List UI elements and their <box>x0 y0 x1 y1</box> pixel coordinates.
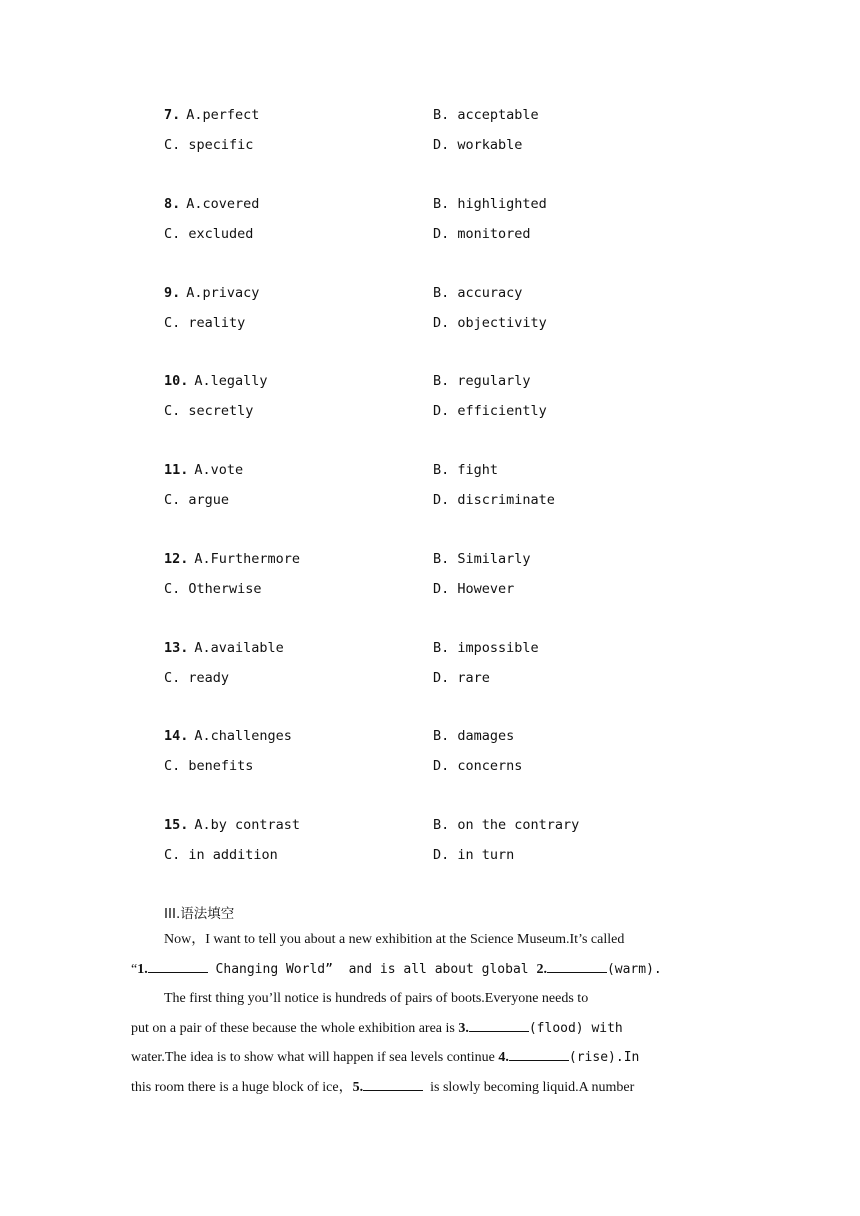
section-title: III.语法填空 <box>164 906 235 922</box>
option-b[interactable]: B. impossible <box>433 639 539 656</box>
question-item <box>0 727 860 787</box>
option-a-label: A.legally <box>194 373 268 390</box>
passage-line-1: Now，I want to tell you about a new exhibition at the Science Museum.It’s called <box>164 932 625 947</box>
option-a-label: A.covered <box>186 195 260 212</box>
question-number: 9. <box>164 284 181 301</box>
blank-number-4: 4. <box>498 1050 509 1065</box>
passage-line-2: “1. Changing World” and is all about global 2. (warm). <box>131 955 731 985</box>
option-a[interactable] <box>164 461 243 479</box>
option-c[interactable]: C. in addition <box>164 847 278 863</box>
question-number: 11. <box>164 462 189 478</box>
blank-4[interactable] <box>509 1044 569 1061</box>
option-a-label: A.available <box>194 639 284 656</box>
option-d[interactable]: D. objectivity <box>433 314 547 331</box>
blank-1[interactable] <box>148 956 208 973</box>
option-a[interactable] <box>164 639 284 657</box>
option-a[interactable] <box>164 195 259 213</box>
question-item <box>0 106 860 166</box>
option-a-label: A.challenges <box>194 728 292 745</box>
option-a-label: A.privacy <box>186 284 260 301</box>
question-number: 13. <box>164 639 189 656</box>
option-d[interactable]: D. discriminate <box>433 492 555 508</box>
passage-line-4: put on a pair of these because the whole exhibition area is 3. (flood) with <box>131 1014 731 1044</box>
blank-3[interactable] <box>469 1015 529 1032</box>
passage-line-6: this room there is a huge block of ice，5. is slowly becoming liquid.A number <box>131 1073 731 1103</box>
question-item <box>0 816 860 876</box>
question-number: 14. <box>164 728 189 745</box>
option-d[interactable]: D. concerns <box>433 758 523 775</box>
option-b[interactable]: B. Similarly <box>433 550 531 567</box>
question-item <box>0 195 860 255</box>
option-c[interactable]: C. reality <box>164 314 246 331</box>
option-c[interactable]: C. benefits <box>164 758 254 775</box>
option-c[interactable]: C. specific <box>164 137 254 153</box>
question-number: 10. <box>164 373 189 390</box>
question-number: 15. <box>164 817 189 833</box>
option-b[interactable]: B. on the contrary <box>433 817 580 833</box>
passage <box>131 925 731 1102</box>
blank-number-2: 2. <box>536 961 547 977</box>
option-b[interactable]: B. fight <box>433 462 499 478</box>
option-b[interactable]: B. acceptable <box>433 107 539 123</box>
blank-number-1: 1. <box>137 961 148 977</box>
option-a[interactable] <box>164 106 259 124</box>
option-a[interactable] <box>164 284 259 302</box>
option-c[interactable]: C. ready <box>164 669 230 686</box>
question-item <box>0 461 860 521</box>
option-c[interactable]: C. argue <box>164 492 230 508</box>
option-a[interactable] <box>164 372 268 390</box>
option-c[interactable]: C. secretly <box>164 403 254 420</box>
option-b[interactable]: B. highlighted <box>433 195 547 212</box>
question-number: 7. <box>164 107 181 123</box>
option-a[interactable] <box>164 727 292 745</box>
blank-number-3: 3. <box>458 1020 469 1036</box>
passage-line-3: The first thing you’ll notice is hundreds of pairs of boots.Everyone needs to <box>164 991 589 1006</box>
question-number: 12. <box>164 550 189 567</box>
blank-number-5: 5. <box>352 1079 364 1095</box>
option-b[interactable]: B. regularly <box>433 373 531 390</box>
blank-5[interactable] <box>363 1074 423 1091</box>
option-c[interactable]: C. excluded <box>164 225 254 242</box>
option-b[interactable]: B. accuracy <box>433 284 523 301</box>
option-d[interactable]: D. efficiently <box>433 403 547 420</box>
question-item <box>0 372 860 432</box>
option-a[interactable] <box>164 550 300 568</box>
option-d[interactable]: D. rare <box>433 669 490 686</box>
option-a-label: A.perfect <box>186 107 260 123</box>
question-number: 8. <box>164 195 181 212</box>
option-d[interactable]: D. However <box>433 580 515 597</box>
blank-2[interactable] <box>547 956 607 973</box>
question-item <box>0 284 860 344</box>
option-d[interactable]: D. workable <box>433 137 523 153</box>
passage-line-5: water.The idea is to show what will happen if sea levels continue 4. (rise).In <box>131 1043 731 1073</box>
option-d[interactable]: D. monitored <box>433 225 531 242</box>
option-a-label: A.by contrast <box>194 817 301 833</box>
option-a-label: A.vote <box>194 462 244 478</box>
question-item <box>0 550 860 610</box>
option-d[interactable]: D. in turn <box>433 847 515 863</box>
option-b[interactable]: B. damages <box>433 728 515 745</box>
option-a-label: A.Furthermore <box>194 550 301 567</box>
question-item <box>0 639 860 699</box>
option-a[interactable] <box>164 816 300 834</box>
option-c[interactable]: C. Otherwise <box>164 580 262 597</box>
